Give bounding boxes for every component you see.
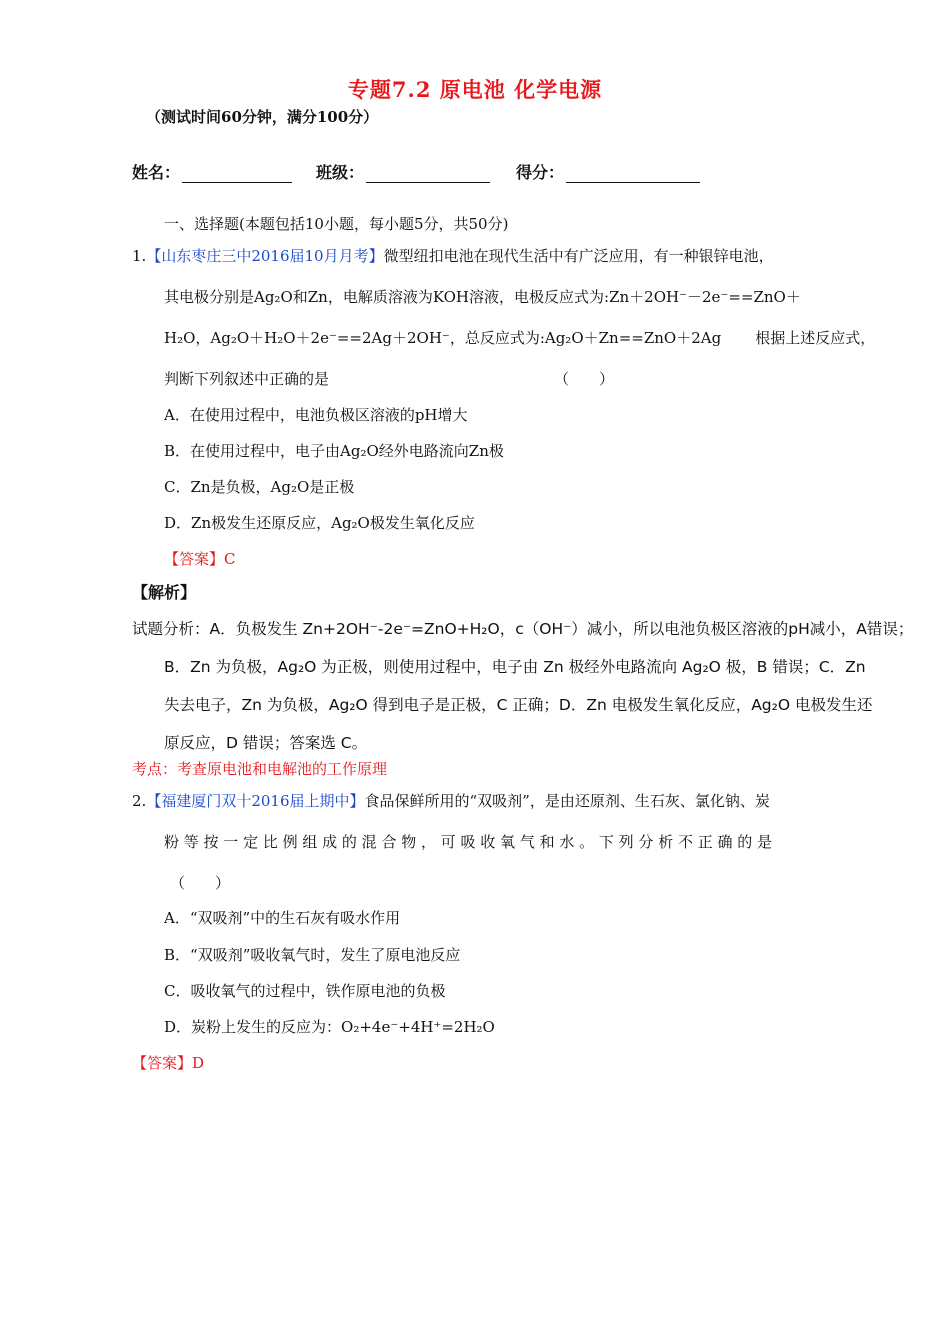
q2-paren: （ ） — [170, 874, 231, 892]
q1-stem-line3 — [164, 327, 875, 348]
q1-analysis-heading: 【解析】 — [132, 583, 197, 602]
q2-answer-tag: 【答案】 — [132, 1054, 193, 1072]
q1-analysis-line1: 试题分析：A．负极发生 Zn+2OH⁻-2e⁻=ZnO+H₂O，c（OH⁻）减小，所以电池负极区溶液的pH减小，A错误； — [132, 620, 914, 638]
test-time: （测试时间60分钟，满分100分） — [146, 108, 379, 126]
q1-stem: 微型纽扣电池在现代生活中有广泛应用，有一种银锌电池， — [383, 247, 774, 265]
score-label: 得分： — [516, 163, 565, 182]
q2-number: 2. — [132, 792, 147, 810]
section-heading: 一、选择题(本题包括10小题，每小题5分，共50分) — [164, 215, 509, 233]
q1-source: 【山东枣庄三中2016届10月月考】 — [146, 247, 384, 265]
q2-source: 【福建厦门双十2016届上期中】 — [146, 792, 365, 810]
name-label: 姓名： — [132, 163, 181, 182]
name-field — [132, 160, 292, 183]
q1-number: 1. — [132, 247, 147, 265]
q1-option-a: A．在使用过程中，电池负极区溶液的pH增大 — [164, 406, 468, 424]
q2-answer — [132, 1052, 204, 1073]
class-field — [316, 160, 490, 183]
q1-kaodian: 考点：考查原电池和电解池的工作原理 — [132, 760, 388, 778]
q1-answer-value: C — [224, 550, 236, 568]
q1-paren: （ ） — [554, 370, 615, 388]
q1-option-b: B．在使用过程中，电子由Ag₂O经外电路流向Zn极 — [164, 442, 504, 460]
q1-analysis-line3: 失去电子，Zn 为负极，Ag₂O 得到电子是正极，C 正确；D．Zn 电极发生氧化反应，Ag₂O 电极发生还 — [164, 696, 873, 714]
class-label: 班级： — [316, 163, 365, 182]
q1-analysis-line4: 原反应，D 错误；答案选 C。 — [164, 734, 368, 752]
q2-answer-value: D — [192, 1054, 205, 1072]
q1-answer-tag: 【答案】 — [164, 550, 225, 568]
q2-option-b: B．“双吸剂”吸收氧气时，发生了原电池反应 — [164, 946, 461, 964]
q1-analysis-line2: B．Zn 为负极，Ag₂O 为正极，则使用过程中，电子由 Zn 极经外电路流向 Ag₂O 极，B 错误；C．Zn — [164, 658, 866, 676]
q2-stem: 食品保鲜所用的“双吸剂”，是由还原剂、生石灰、氯化钠、炭 — [364, 792, 770, 810]
class-blank — [366, 164, 490, 183]
q2-option-d: D．炭粉上发生的反应为：O₂+4e⁻+4H⁺=2H₂O — [164, 1018, 495, 1036]
q1-option-d: D．Zn极发生还原反应，Ag₂O极发生氧化反应 — [164, 514, 475, 532]
q1-option-c: C．Zn是负极，Ag₂O是正极 — [164, 478, 355, 496]
q2-option-a: A．“双吸剂”中的生石灰有吸水作用 — [164, 909, 401, 927]
score-field — [516, 160, 700, 183]
q1-answer — [164, 548, 236, 569]
q1-stem-line2: 其电极分别是Ag₂O和Zn，电解质溶液为KOH溶液，电极反应式为:Zn＋2OH⁻－2e⁻==ZnO＋ — [164, 288, 801, 306]
q2-option-c: C．吸收氧气的过程中，铁作原电池的负极 — [164, 982, 446, 1000]
q2-first-line — [132, 790, 770, 811]
q2-stem-line2: 粉 等 按 一 定 比 例 组 成 的 混 合 物 ， 可 吸 收 氧 气 和 水 。 下 列 分 析 不 正 确 的 是 — [164, 833, 773, 851]
q1-stem-line4: 判断下列叙述中正确的是 — [164, 370, 330, 388]
name-blank — [182, 164, 292, 183]
q1-stem-line3b: 根据上述反应式， — [755, 329, 876, 347]
page-title: 专题7.2 原电池 化学电源 — [347, 77, 603, 102]
q1-stem-line3a: H₂O，Ag₂O＋H₂O＋2e⁻==2Ag＋2OH⁻，总反应式为:Ag₂O＋Zn==ZnO＋2Ag — [164, 329, 722, 347]
score-blank — [566, 164, 700, 183]
q1-first-line — [132, 245, 774, 266]
